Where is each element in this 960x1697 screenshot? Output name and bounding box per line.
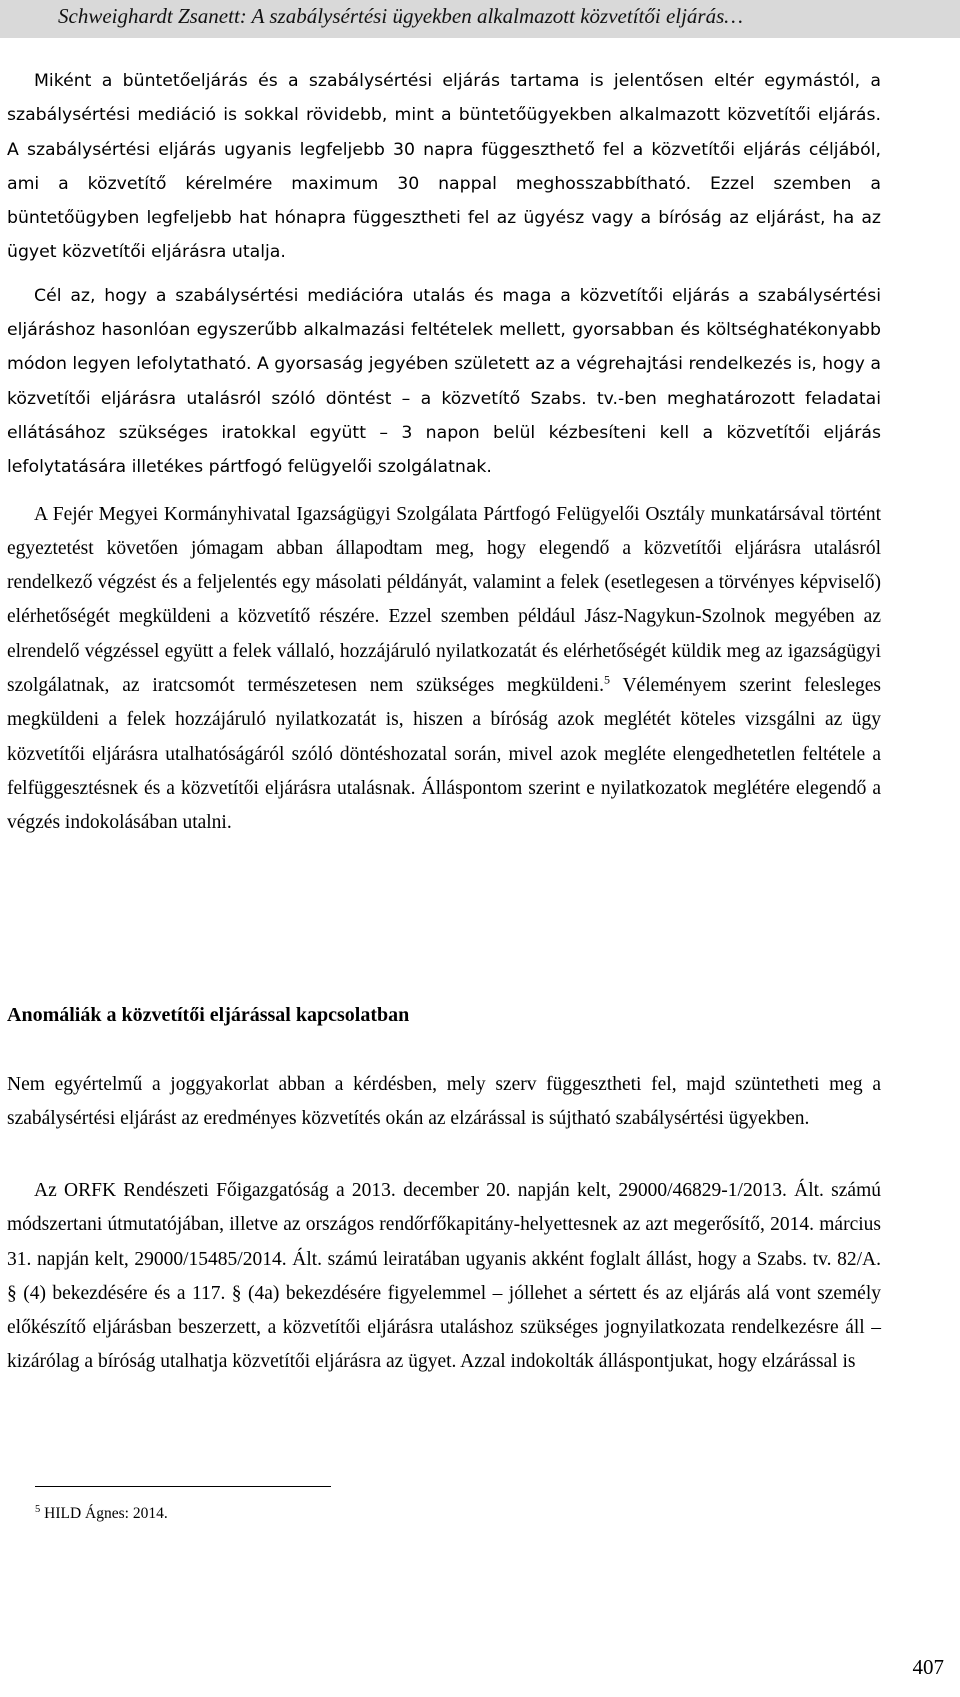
page-number: 407	[912, 1655, 944, 1679]
main-text	[7, 64, 881, 841]
paragraph-1: Miként a büntetőeljárás és a szabálysértési eljárás tartama is jelentősen eltér egymástól, a szabálysértési mediáció is sokkal rövidebb, mint a büntetőügyekben alkalmazott közvetítői eljárás. A szabálysértési eljárás ugyanis legfeljebb 30 napra függeszthető fel a közvetítői eljárás céljából, ami a közvetítő kérelmére maximum 30 nappal meghosszabbítható. Ezzel szemben a büntetőügyben legfeljebb hat hónapra függesztheti fel az ügyész vagy a bíróság az eljárást, ha az ügyet közvetítői eljárásra utalja.	[7, 71, 881, 263]
paragraph-3-text-a: A Fejér Megyei Kormányhivatal Igazságügyi Szolgálata Pártfogó Felügyelői Osztály munkatársával történt egyeztetést követően jómagam abban állapodtam meg, hogy elegendő a közvetítői eljárásra utalásról rendelkező végzést és a feljelentés egy másolati példányát, valamint a felek (esetlegesen a törvényes képviselő) elérhetőségét megküldeni a közvetítő részére. Ezzel szemben például Jász-Nagykun-Szolnok megyében az elrendelő végzéssel együtt a felek vállaló, hozzájáruló nyilatkozatát és elérhetőségét küldik meg az igazságügyi szolgálatnak, az iratcsomót természetesen nem szükséges megküldeni.	[7, 503, 881, 697]
footnote-text: Ágnes: 2014.	[81, 1505, 168, 1522]
paragraph-2: Cél az, hogy a szabálysértési mediációra utalás és maga a közvetítői eljárás a szabálysértési eljáráshoz hasonlóan egyszerűbb alkalmazási feltételek mellett, gyorsabban és költséghatékonyabb módon legyen lefolytatható. A gyorsaság jegyében született az a végrehajtási rendelkezés is, hogy a közvetítői eljárásra utalásról szóló döntést – a közvetítő Szabs. tv.-ben meghatározott feladatai ellátásához szükséges iratokkal együtt – 3 napon belül kézbesíteni kell a közvetítői eljárás lefolytatására illetékes pártfogó felügyelői szolgálatnak.	[7, 285, 881, 478]
footnote	[35, 1505, 168, 1523]
footnote-author-initial: H	[44, 1505, 56, 1522]
paragraph-4: Nem egyértelmű a joggyakorlat abban a kérdésben, mely szerv függesztheti fel, majd szüntetheti meg a szabálysértési eljárást az eredményes közvetítés okán az elzárással is sújtható szabálysértési ügyekben.	[7, 1074, 881, 1130]
footnote-number: 5	[35, 1503, 41, 1515]
paragraph-3	[7, 498, 881, 841]
footnote-separator	[35, 1486, 331, 1487]
paragraph-5: Az ORFK Rendészeti Főigazgatóság a 2013. december 20. napján kelt, 29000/46829-1/2013. Ált. számú módszertani útmutatójában, illetve az országos rendőrfőkapitány-helyettesnek az azt megerősítő, 2014. március 31. napján kelt, 29000/15485/2014. Ált. számú leiratában ugyanis akként foglalt állást, hogy a Szabs. tv. 82/A. § (4) bekezdésére és a 117. § (4a) bekezdésére figyelemmel – jóllehet a sértett és az eljárás alá vont személy előkészítő eljárásban beszerzett, a közvetítői eljárásra utaláshoz szükséges jognyilatkozata rendelkezésre áll – kizárólag a bíróság utalhatja közvetítői eljárásra az ügyet. Azzal indokolták álláspontjukat, hogy elzárással is	[7, 1180, 881, 1373]
footnote-reference[interactable]: 5	[603, 672, 610, 687]
section-heading: Anomáliák a közvetítői eljárással kapcsolatban	[7, 1004, 410, 1026]
paragraph-3-text-b: Véleményem szerint felesleges megküldeni a felek hozzájáruló nyilatkozatát is, hiszen a bíróság azok meglétét köteles vizsgálni az ügy közvetítői eljárásra utalhatóságáról szóló döntéshozatal során, mivel azok megléte elengedhetetlen feltétele a felfüggesztésnek és a közvetítői eljárásra utalásnak. Álláspontom szerint e nyilatkozatok meglétére elegendő a végzés indokolásában utalni.	[7, 675, 881, 834]
running-header	[0, 0, 960, 38]
footnote-author-smallcaps: ILD	[55, 1505, 82, 1522]
running-title: Schweighardt Zsanett: A szabálysértési ügyekben alkalmazott közvetítői eljárás…	[58, 4, 743, 28]
